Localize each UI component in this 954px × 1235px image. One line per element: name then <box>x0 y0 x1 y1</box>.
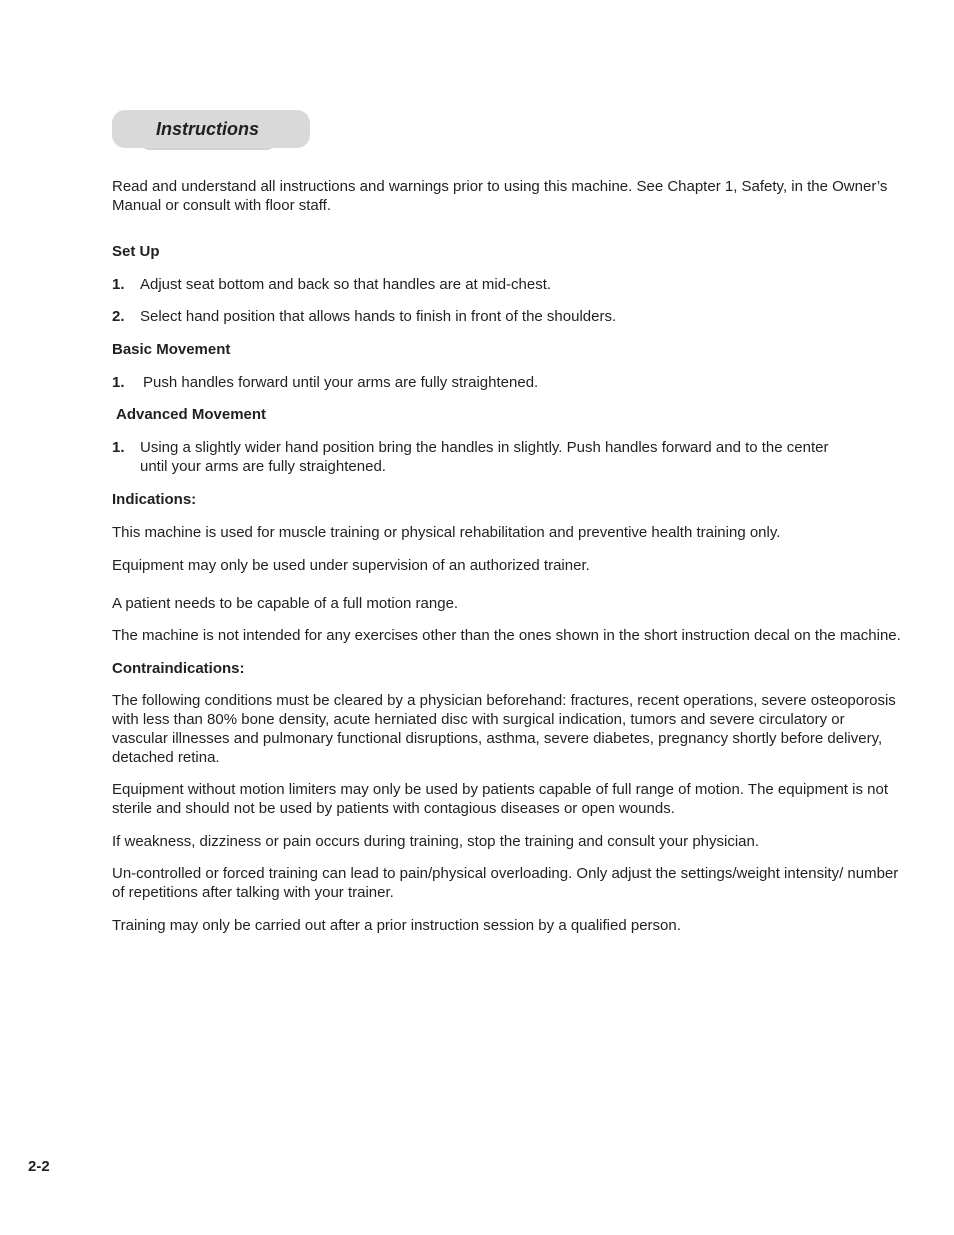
list-item-text: Adjust seat bottom and back so that handles are at mid-chest. <box>140 276 552 293</box>
contraindications-paragraph: Equipment without motion limiters may only be used by patients capable of full range of motion. The equipment is not sterile and should not be used by patients with contagious diseases or open wounds. <box>112 781 888 817</box>
indications-paragraph: This machine is used for muscle training or physical rehabilitation and preventive health training only. <box>112 524 781 541</box>
document-body <box>112 177 902 935</box>
advanced-movement-heading: Advanced Movement <box>116 406 267 423</box>
section-tab <box>112 110 310 150</box>
list-item <box>112 438 830 476</box>
list-item <box>112 275 902 294</box>
list-item-number: 2. <box>112 308 125 325</box>
list-item-number: 1. <box>112 276 125 293</box>
list-item <box>112 373 902 392</box>
setup-heading: Set Up <box>112 243 160 260</box>
list-item-text: Using a slightly wider hand position bring the handles in slightly. Push handles forward and to the center until your arms are fully straightened. <box>140 439 829 475</box>
list-item-number: 1. <box>112 439 125 456</box>
list-item <box>112 307 902 326</box>
indications-paragraph: A patient needs to be capable of a full motion range. <box>112 595 459 612</box>
contraindications-paragraph: The following conditions must be cleared by a physician beforehand: fractures, recent operations, severe osteoporosis with less than 80% bone density, acute herniated disc with surgical indication, tumors and severe circulatory or vascular illnesses and pulmonary functional disruptions, asthma, severe diabetes, pregnancy shortly before delivery, detached retina. <box>112 692 896 766</box>
indications-paragraph: The machine is not intended for any exercises other than the ones shown in the short instruction decal on the machine. <box>112 627 901 644</box>
page-title: Instructions <box>156 119 260 139</box>
contraindications-heading: Contraindications: <box>112 660 245 677</box>
intro-paragraph: Read and understand all instructions and warnings prior to using this machine. See Chapter 1, Safety, in the Owner’s Manual or consult with floor staff. <box>112 178 888 214</box>
indications-paragraph: Equipment may only be used under supervision of an authorized trainer. <box>112 557 590 574</box>
contraindications-paragraph: Training may only be carried out after a prior instruction session by a qualified person. <box>112 917 681 934</box>
list-item-number: 1. <box>112 374 125 391</box>
contraindications-paragraph: Un-controlled or forced training can lead to pain/physical overloading. Only adjust the settings/weight intensity/ number of repetitions after talking with your trainer. <box>112 865 899 901</box>
page-number: 2-2 <box>28 1158 50 1175</box>
basic-movement-heading: Basic Movement <box>112 341 231 358</box>
indications-heading: Indications: <box>112 491 197 508</box>
list-item-text: Select hand position that allows hands to finish in front of the shoulders. <box>140 308 617 325</box>
contraindications-paragraph: If weakness, dizziness or pain occurs during training, stop the training and consult your physician. <box>112 833 760 850</box>
list-item-text: Push handles forward until your arms are fully straightened. <box>143 374 539 391</box>
